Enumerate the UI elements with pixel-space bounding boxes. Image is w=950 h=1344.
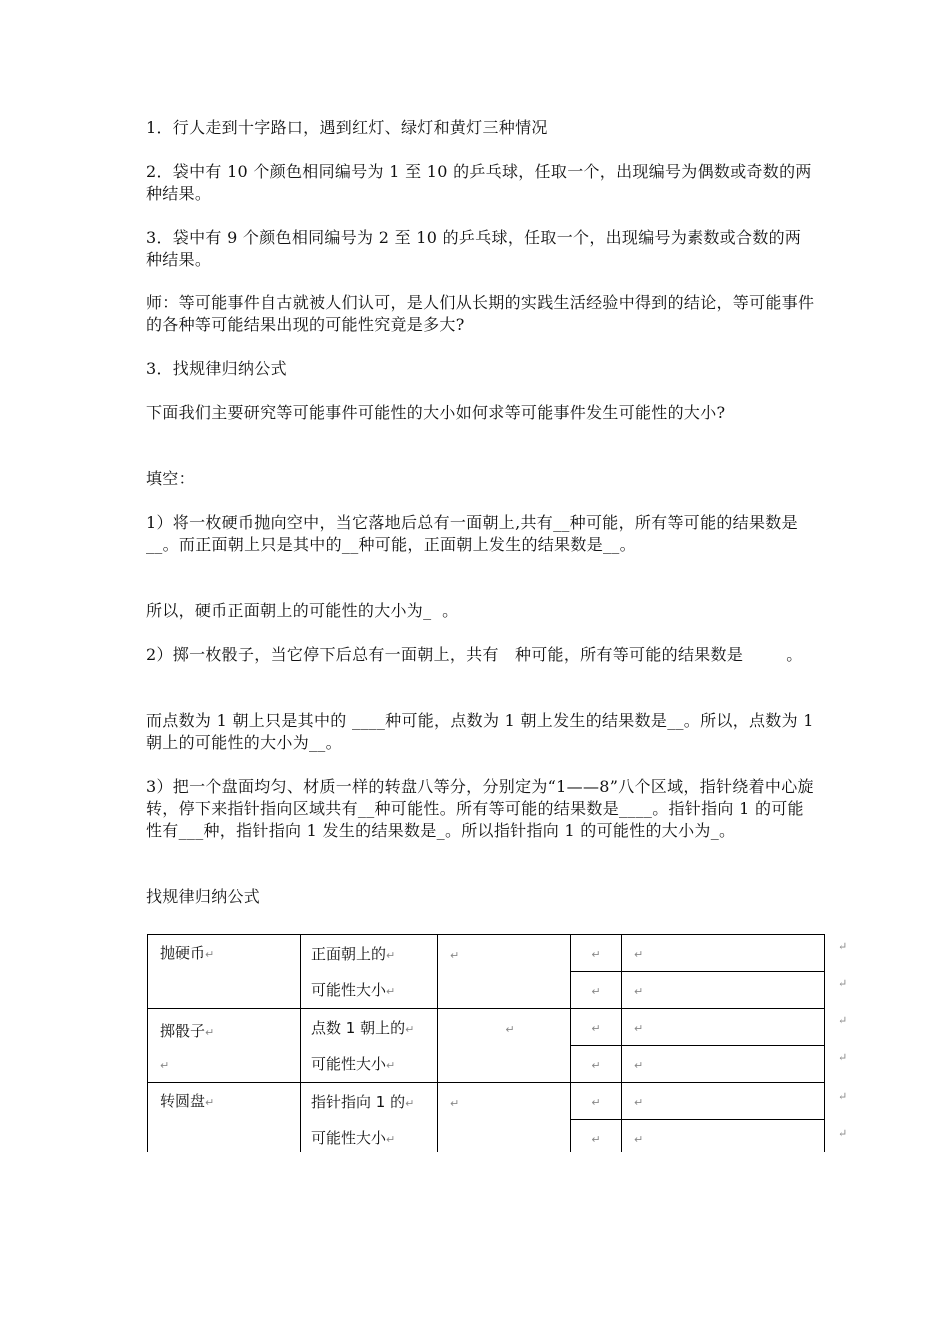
blank-cell: ↵ bbox=[622, 972, 825, 1009]
row-end-mark: ↵ bbox=[838, 1090, 848, 1103]
question-dice-conclusion: 而点数为 1 朝上只是其中的 ____种可能，点数为 1 朝上发生的结果数是__。所以，点数为 1 朝上的可能性的大小为__。 bbox=[146, 711, 820, 752]
paragraph-intro: 下面我们主要研究等可能事件可能性的大小如何求等可能事件发生可能性的大小? bbox=[146, 403, 726, 422]
description-cell: 正面朝上的↵ 可能性大小↵ bbox=[301, 935, 438, 1009]
event-cell: 抛硬币↵ bbox=[148, 935, 301, 1009]
event-cell: 转圆盘↵ bbox=[148, 1083, 301, 1157]
section-heading-formula: 3．找规律归纳公式 bbox=[146, 359, 287, 378]
question-spinner: 3）把一个盘面均匀、材质一样的转盘八等分，分别定为“1——8”八个区域，指针绕着中心旋转，停下来指针指向区域共有__种可能性。所有等可能的结果数是____。指针指向 1 的可能性有___种，指针指向 1 发生的结果数是_。所以指针指向 1 的可能性的大小为_。 bbox=[146, 777, 814, 840]
table-row bbox=[148, 1009, 825, 1046]
paragraph-1: 1．行人走到十字路口，遇到红灯、绿灯和黄灯三种情况 bbox=[146, 118, 548, 137]
summary-table bbox=[147, 934, 825, 1157]
question-dice: 2）掷一枚骰子，当它停下后总有一面朝上，共有 种可能，所有等可能的结果数是 。 bbox=[146, 645, 803, 664]
row-end-mark: ↵ bbox=[838, 1127, 848, 1140]
row-end-mark: ↵ bbox=[838, 1014, 848, 1027]
blank-cell: ↵ bbox=[438, 1009, 571, 1083]
paragraph-3: 3．袋中有 9 个颜色相同编号为 2 至 10 的乒乓球，任取一个，出现编号为素数或合数的两种结果。 bbox=[146, 228, 802, 269]
blank-cell: ↵ bbox=[622, 1009, 825, 1046]
table-caption: 找规律归纳公式 bbox=[146, 887, 261, 906]
blank-cell: ↵ bbox=[571, 1046, 622, 1083]
row-end-mark: ↵ bbox=[838, 1051, 848, 1064]
row-end-mark: ↵ bbox=[838, 940, 848, 953]
question-coin: 1）将一枚硬币抛向空中，当它落地后总有一面朝上,共有__种可能，所有等可能的结果数是__。而正面朝上只是其中的__种可能，正面朝上发生的结果数是__。 bbox=[146, 513, 798, 554]
blank-cell: ↵ bbox=[622, 1083, 825, 1120]
blank-cell: ↵ bbox=[571, 935, 622, 972]
event-cell: 掷骰子↵ ↵ bbox=[148, 1009, 301, 1083]
description-cell: 指针指向 1 的↵ 可能性大小↵ bbox=[301, 1083, 438, 1157]
blank-cell: ↵ bbox=[571, 972, 622, 1009]
blank-cell: ↵ bbox=[438, 1083, 571, 1157]
blank-cell: ↵ bbox=[438, 935, 571, 1009]
blank-cell: ↵ bbox=[571, 1009, 622, 1046]
question-coin-conclusion: 所以，硬币正面朝上的可能性的大小为_ 。 bbox=[146, 601, 459, 620]
row-end-mark: ↵ bbox=[838, 977, 848, 990]
paragraph-teacher: 师：等可能事件自古就被人们认可，是人们从长期的实践生活经验中得到的结论，等可能事件的各种等可能结果出现的可能性究竟是多大? bbox=[146, 293, 815, 334]
blank-cell: ↵ bbox=[622, 1046, 825, 1083]
fill-blank-label: 填空： bbox=[146, 469, 195, 488]
table-cutoff bbox=[140, 1152, 860, 1162]
blank-cell: ↵ bbox=[622, 1120, 825, 1157]
description-cell: 点数 1 朝上的↵ 可能性大小↵ bbox=[301, 1009, 438, 1083]
blank-cell: ↵ bbox=[571, 1083, 622, 1120]
paragraph-2: 2．袋中有 10 个颜色相同编号为 1 至 10 的乒乓球，任取一个，出现编号为偶数或奇数的两种结果。 bbox=[146, 162, 812, 203]
blank-cell: ↵ bbox=[622, 935, 825, 972]
blank-cell: ↵ bbox=[571, 1120, 622, 1157]
table-row bbox=[148, 1083, 825, 1120]
table-row bbox=[148, 935, 825, 972]
